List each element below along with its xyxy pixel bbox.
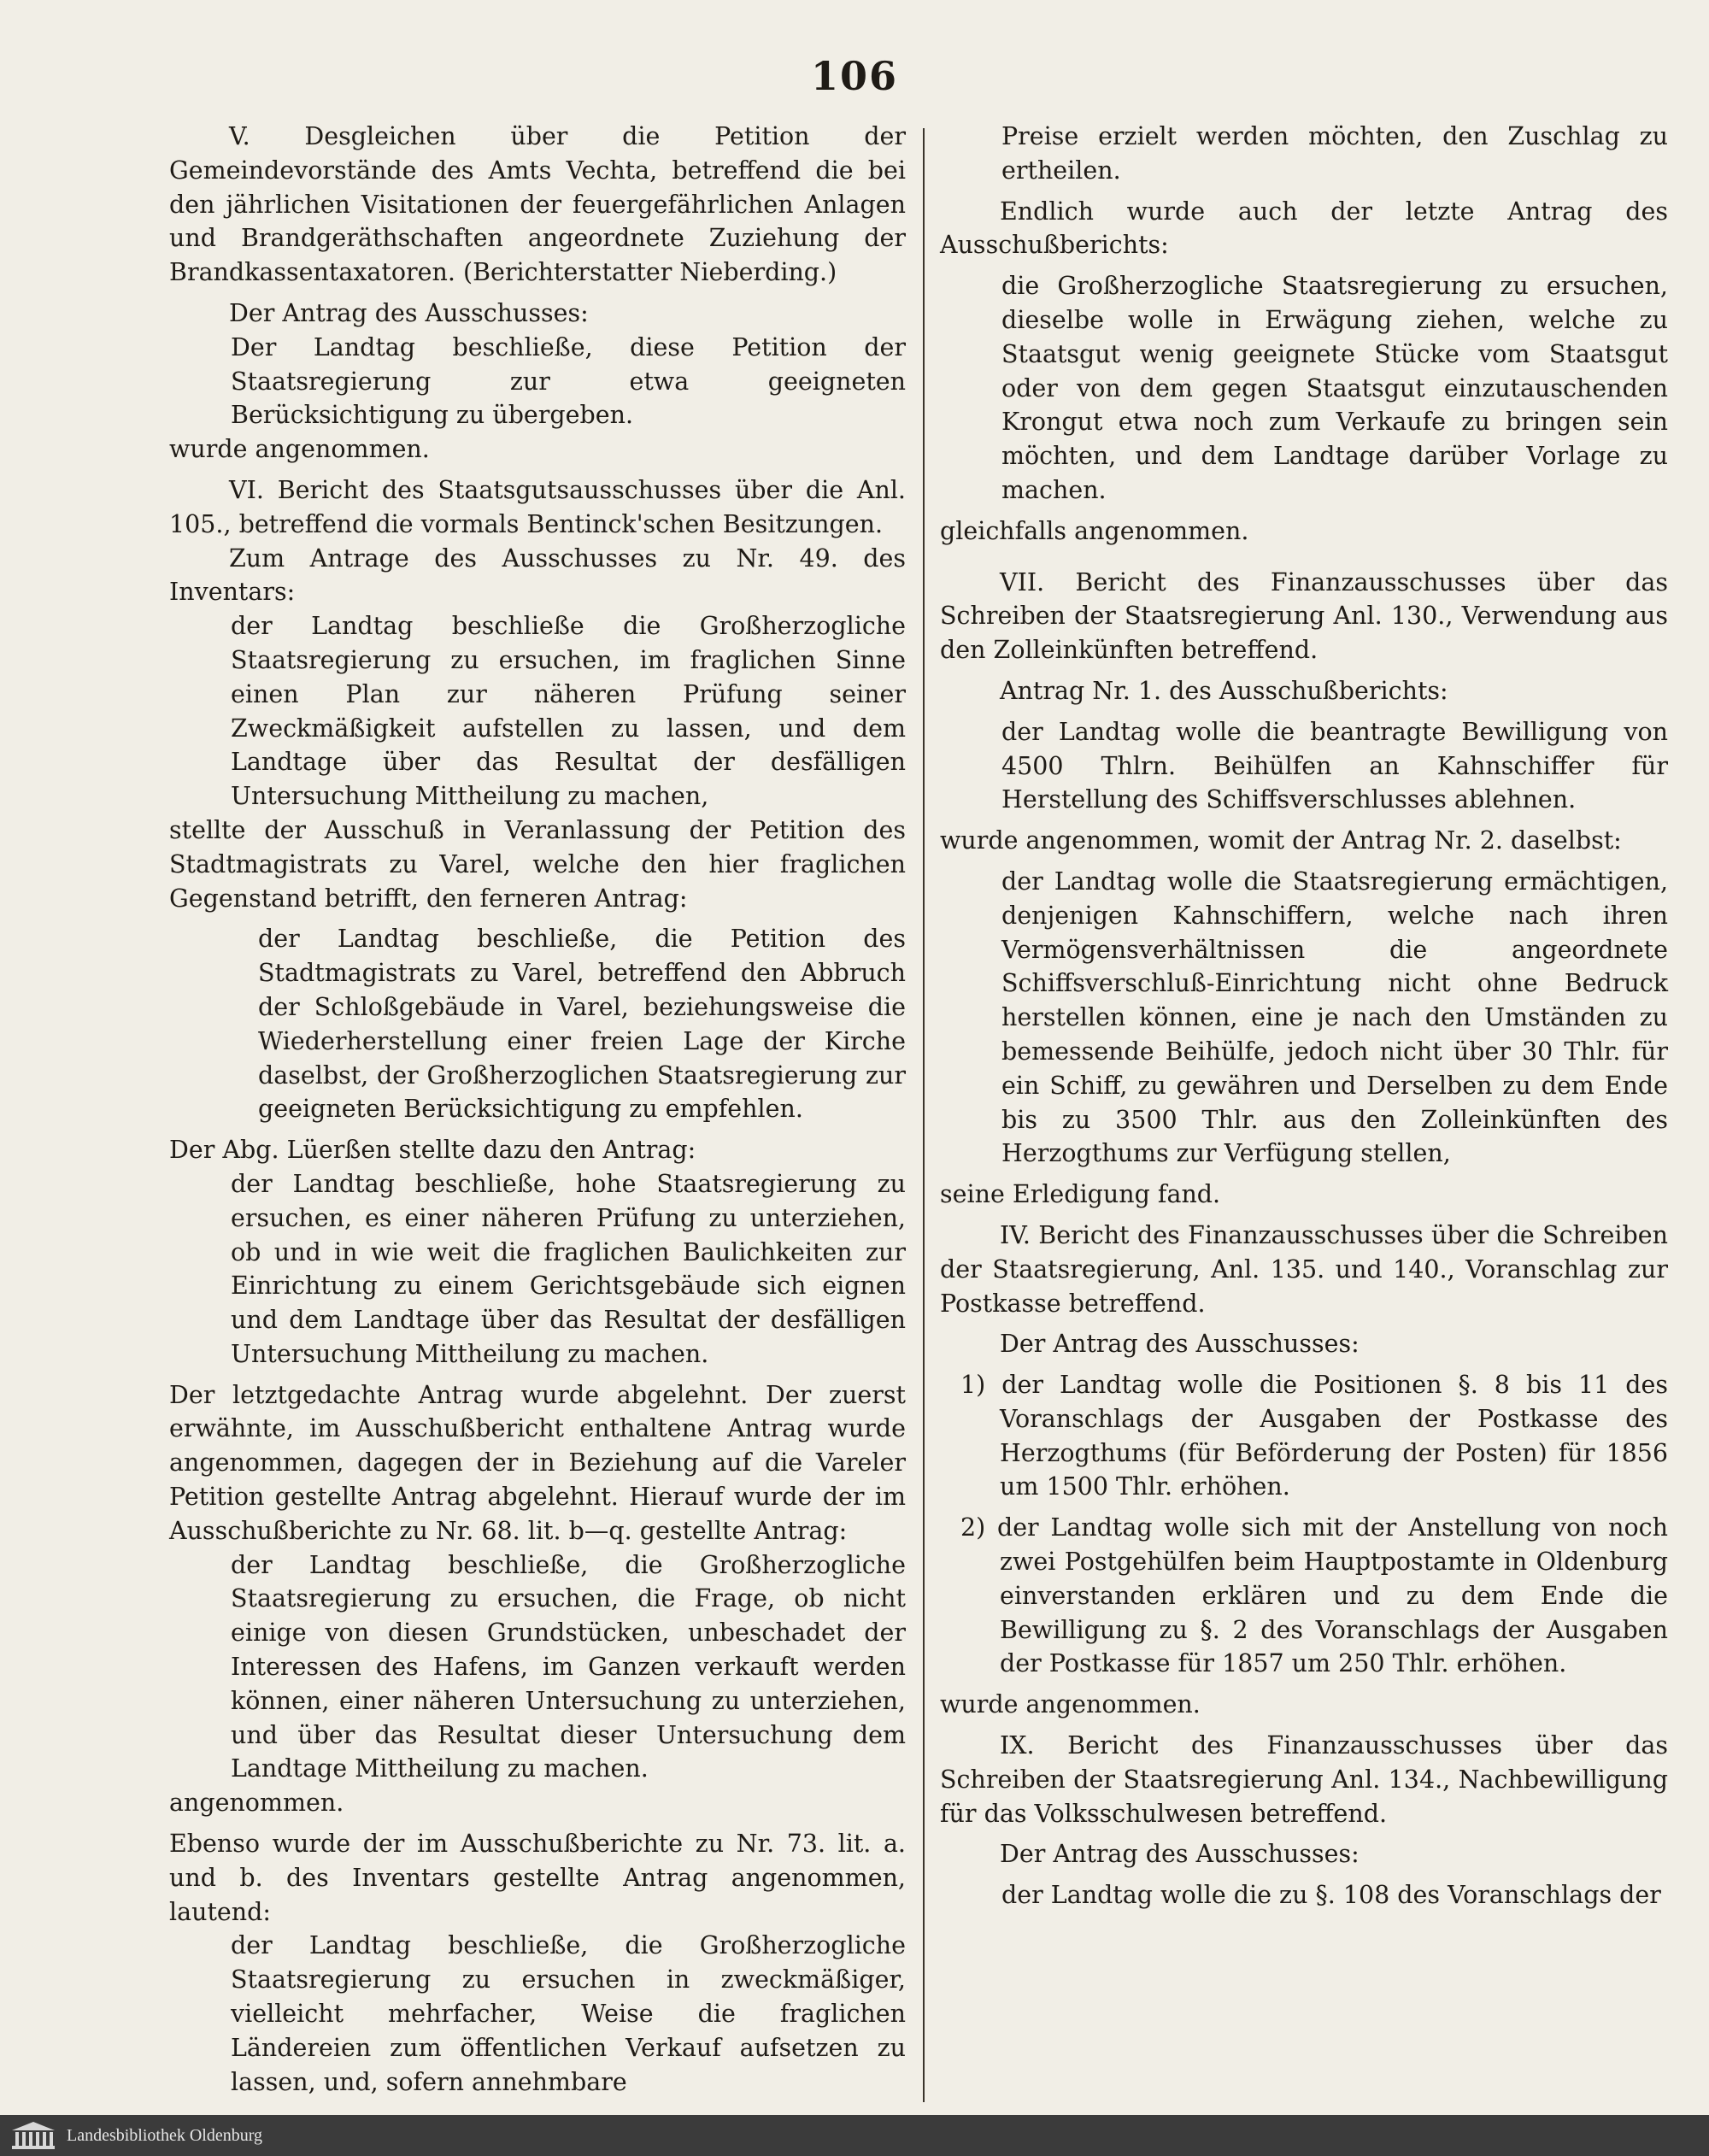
paragraph: stellte der Ausschuß in Veranlassung der Petition des Stadtmagistrats zu Varel, welche den hier fraglichen Gegenstand betrifft, den ferneren Antrag: xyxy=(169,815,906,913)
paragraph: Zum Antrage des Ausschusses zu Nr. 49. des Inventars: xyxy=(169,543,906,607)
paragraph: Der Antrag des Ausschusses: xyxy=(229,298,589,327)
paragraph: Der Abg. Lüerßen stellte dazu den Antrag: xyxy=(169,1136,696,1165)
page-number: 106 xyxy=(810,53,899,99)
library-footer xyxy=(0,2115,1709,2156)
paragraph: V. Desgleichen über die Petition der Gemeindevorstände des Amts Vechta, betreffend die bei den jährlichen Visitationen der feuergefährlichen Anlagen und Brandgeräthschaften angeordnete Zuziehung der Brandkassentaxatoren. (Berichterstatter Nieberding.) xyxy=(169,122,906,287)
right-column xyxy=(940,120,1668,1912)
paragraph: Der Antrag des Ausschusses: xyxy=(1000,1840,1360,1869)
paragraph: Ebenso wurde der im Ausschußberichte zu Nr. 73. lit. a. und b. des Inventars gestellte Antrag angenommen, lautend: xyxy=(169,1830,906,1926)
paragraph: Antrag Nr. 1. des Ausschußberichts: xyxy=(1000,676,1448,705)
paragraph: VI. Bericht des Staatsgutsausschusses über die Anl. 105., betreffend die vormals Bentinck'schen Besitzungen. xyxy=(169,475,906,538)
paragraph: IX. Bericht des Finanzausschusses über das Schreiben der Staatsregierung Anl. 134., Nachbewilligung für das Volksschulwesen betreffend. xyxy=(940,1731,1668,1828)
paragraph: wurde angenommen. xyxy=(169,435,430,464)
quoted-motion: der Landtag beschließe, die Großherzogliche Staatsregierung zu ersuchen in zweckmäßiger, vielleicht mehrfacher, Weise die fraglichen Ländereien zum öffentlichen Verkauf aufsetzen zu lassen, und, sofern annehmbare xyxy=(231,1931,906,2096)
quoted-motion: der Landtag beschließe die Großherzogliche Staatsregierung zu ersuchen, im fraglichen Sinne einen Plan zur näheren Prüfung seiner Zweckmäßigkeit aufstellen zu lassen, und dem Landtage über das Resultat der desfälligen Untersuchung Mittheilung zu machen, xyxy=(231,612,906,811)
numbered-item: 1) der Landtag wolle die Positionen §. 8 bis 11 des Voranschlags der Ausgaben der Postkasse des Herzogthums (für Beförderung der Posten) für 1856 um 1500 Thlr. erhöhen. xyxy=(960,1371,1668,1501)
quoted-motion: der Landtag wolle die beantragte Bewilligung von 4500 Thlrn. Beihülfen an Kahnschiffer für Herstellung des Schiffsverschlusses ablehnen. xyxy=(1001,717,1668,814)
paragraph: seine Erledigung fand. xyxy=(940,1180,1221,1209)
left-column xyxy=(169,120,906,2099)
quoted-motion: der Landtag beschließe, die Petition des Stadtmagistrats zu Varel, betreffend den Abbruch der Schloßgebäude in Varel, beziehungsweise die Wiederherstellung einer freien Lage der Kirche daselbst, der Großherzoglichen Staatsregierung zur geeigneten Berücksichtigung zu empfehlen. xyxy=(258,925,906,1124)
quoted-motion: Preise erzielt werden möchten, den Zuschlag zu ertheilen. xyxy=(1001,122,1668,185)
paragraph: gleichfalls angenommen. xyxy=(940,516,1249,545)
library-building-icon xyxy=(10,2120,56,2151)
quoted-motion: der Landtag wolle die Staatsregierung ermächtigen, denjenigen Kahnschiffern, welche nach ihren Vermögensverhältnissen die angeordnete Schiffsverschluß-Einrichtung nicht ohne Bedruck herstellen können, eine je nach den Umständen zu bemessende Beihülfe, jedoch nicht über 30 Thlr. für ein Schiff, zu gewähren und Derselben zu dem Ende bis zu 3500 Thlr. aus den Zolleinkünften des Herzogthums zur Verfügung stellen, xyxy=(1001,867,1668,1168)
quoted-motion: der Landtag beschließe, die Großherzogliche Staatsregierung zu ersuchen, die Frage, ob nicht einige von diesen Grundstücken, unbeschadet der Interessen des Hafens, im Ganzen verkauft werden können, einer näheren Untersuchung zu unterziehen, und über das Resultat dieser Untersuchung dem Landtage Mittheilung zu machen. xyxy=(231,1550,906,1783)
numbered-item: 2) der Landtag wolle sich mit der Anstellung von noch zwei Postgehülfen beim Hauptpostamte in Oldenburg einverstanden erklären und zu dem Ende die Bewilligung zu §. 2 des Voranschlags der Ausgaben der Postkasse für 1857 um 250 Thlr. erhöhen. xyxy=(960,1513,1668,1678)
paragraph: Endlich wurde auch der letzte Antrag des Ausschußberichts: xyxy=(940,197,1668,260)
quoted-motion: der Landtag beschließe, hohe Staatsregierung zu ersuchen, es einer näheren Prüfung zu unterziehen, ob und in wie weit die fraglichen Baulichkeiten zur Einrichtung zu einem Gerichtsgebäude sich eignen und dem Landtage über das Resultat der desfälligen Untersuchung Mittheilung zu machen. xyxy=(231,1169,906,1368)
paragraph: wurde angenommen, womit der Antrag Nr. 2. daselbst: xyxy=(940,826,1622,855)
quoted-motion: Der Landtag beschließe, diese Petition der Staatsregierung zur etwa geeigneten Berücksichtigung zu übergeben. xyxy=(231,332,906,430)
quoted-motion: die Großherzogliche Staatsregierung zu ersuchen, dieselbe wolle in Erwägung ziehen, welche zu Staatsgut wenig geeignete Stücke vom Staatsgut oder von dem gegen Staatsgut einzutauschenden Krongut etwa noch zum Verkaufe zu bringen sein möchten, und dem Landtage darüber Vorlage zu machen. xyxy=(1001,272,1668,504)
paragraph: IV. Bericht des Finanzausschusses über die Schreiben der Staatsregierung, Anl. 135. und 140., Voranschlag zur Postkasse betreffend. xyxy=(940,1220,1668,1318)
column-divider xyxy=(923,128,925,2102)
paragraph: Der letztgedachte Antrag wurde abgelehnt. Der zuerst erwähnte, im Ausschußbericht enthaltene Antrag wurde angenommen, dagegen der in Beziehung auf die Vareler Petition gestellte Antrag abgelehnt. Hierauf wurde der im Ausschußberichte zu Nr. 68. lit. b—q. gestellte Antrag: xyxy=(169,1380,906,1545)
paragraph: Der Antrag des Ausschusses: xyxy=(1000,1330,1360,1359)
library-name: Landesbibliothek Oldenburg xyxy=(67,2125,263,2145)
paragraph: angenommen. xyxy=(169,1789,344,1818)
quoted-motion: der Landtag wolle die zu §. 108 des Voranschlags der xyxy=(1001,1881,1661,1910)
paragraph: VII. Bericht des Finanzausschusses über das Schreiben der Staatsregierung Anl. 130., Verwendung aus den Zolleinkünften betreffend. xyxy=(940,567,1668,665)
paragraph: wurde angenommen. xyxy=(940,1690,1201,1719)
